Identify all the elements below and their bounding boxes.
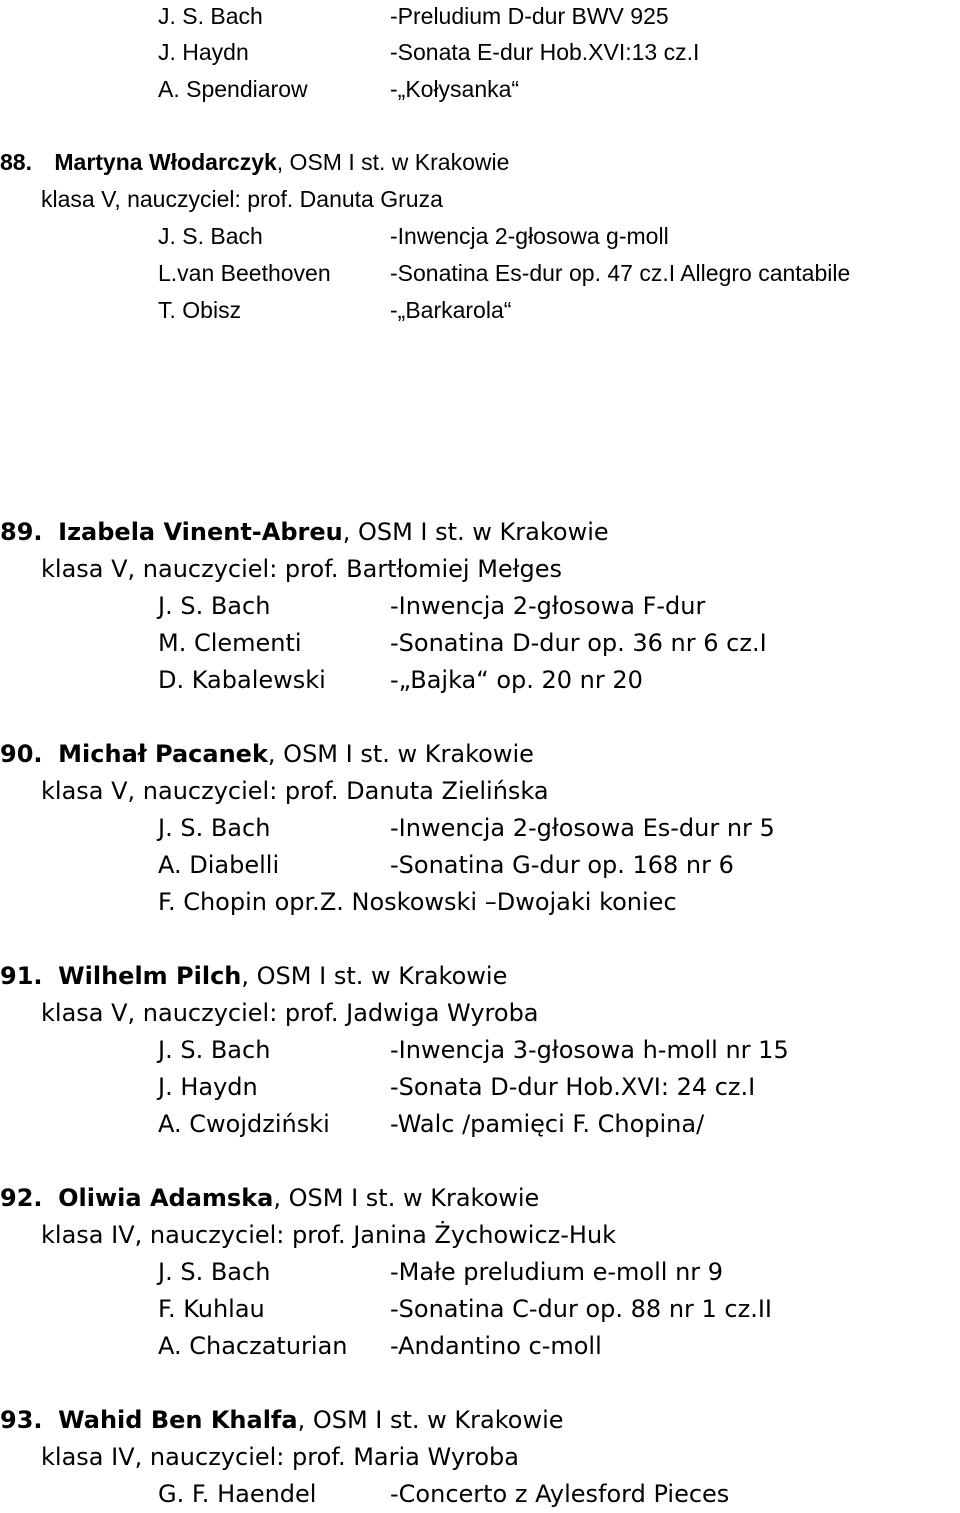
entry-number: 92.: [0, 1184, 43, 1212]
composer: L.van Beethoven: [158, 260, 331, 286]
piece-title: -Inwencja 2-głosowa F-dur: [390, 592, 706, 620]
composer: F. Chopin opr.Z. Noskowski –Dwojaki koniec: [158, 888, 677, 916]
class-line: klasa IV, nauczyciel: prof. Maria Wyroba: [41, 1443, 519, 1471]
composer: F. Kuhlau: [158, 1295, 265, 1323]
piece-title: -Małe preludium e-moll nr 9: [390, 1258, 724, 1286]
school: , OSM I st. w Krakowie: [241, 962, 508, 990]
entry-header: [0, 514, 609, 551]
student-name: Michał Pacanek: [58, 740, 268, 768]
student-name: Izabela Vinent-Abreu: [58, 518, 343, 546]
entry-header: [0, 1180, 539, 1217]
piece-title: -Preludium D-dur BWV 925: [390, 3, 669, 29]
composer: J. S. Bach: [158, 592, 271, 620]
class-line: klasa V, nauczyciel: prof. Danuta Zielińska: [41, 777, 549, 805]
school: , OSM I st. w Krakowie: [267, 740, 534, 768]
composer: J. Haydn: [158, 39, 249, 65]
school: , OSM I st. w Krakowie: [273, 1184, 540, 1212]
composer: A. Chaczaturian: [158, 1332, 348, 1360]
composer: T. Obisz: [158, 297, 242, 323]
piece-title: -Sonatina D-dur op. 36 nr 6 cz.I: [390, 629, 767, 657]
composer: J. S. Bach: [158, 1258, 271, 1286]
composer: J. S. Bach: [158, 3, 263, 29]
entry-number: 90.: [0, 740, 43, 768]
entry-header: [0, 1402, 564, 1439]
class-line: klasa V, nauczyciel: prof. Jadwiga Wyroba: [41, 999, 539, 1027]
composer: J. S. Bach: [158, 223, 263, 249]
composer: J. S. Bach: [158, 814, 271, 842]
class-line: klasa IV, nauczyciel: prof. Janina Żychowicz-Huk: [41, 1221, 617, 1249]
composer: A. Spendiarow: [158, 76, 308, 102]
piece-title: -Concerto z Aylesford Pieces: [390, 1480, 730, 1508]
piece-title: -„Bajka“ op. 20 nr 20: [390, 666, 643, 694]
student-name: Martyna Włodarczyk: [54, 149, 277, 175]
entry-header: [0, 958, 507, 995]
composer: A. Cwojdziński: [158, 1110, 330, 1138]
entry-number: 89.: [0, 518, 43, 546]
student-name: Wilhelm Pilch: [58, 962, 242, 990]
student-name: Wahid Ben Khalfa: [58, 1406, 298, 1434]
piece-title: -„Kołysanka“: [390, 76, 520, 102]
school: , OSM I st. w Krakowie: [297, 1406, 564, 1434]
composer: A. Diabelli: [158, 851, 280, 879]
composer: M. Clementi: [158, 629, 302, 657]
composer: J. Haydn: [158, 1073, 258, 1101]
school: , OSM I st. w Krakowie: [342, 518, 609, 546]
entry-header: [0, 144, 509, 181]
piece-title: -Andantino c-moll: [390, 1332, 602, 1360]
entry-number: 91.: [0, 962, 43, 990]
piece-title: -Sonatina C-dur op. 88 nr 1 cz.II: [390, 1295, 773, 1323]
entry-header: [0, 736, 534, 773]
school: , OSM I st. w Krakowie: [276, 149, 510, 175]
entry-number: 88.: [0, 149, 32, 175]
composer: J. S. Bach: [158, 1036, 271, 1064]
piece-title: -„Barkarola“: [390, 297, 512, 323]
piece-title: -Walc /pamięci F. Chopina/: [390, 1110, 705, 1138]
piece-title: -Sonatina Es-dur op. 47 cz.I Allegro cantabile: [390, 260, 851, 286]
composer: G. F. Haendel: [158, 1480, 317, 1508]
piece-title: -Sonatina G-dur op. 168 nr 6: [390, 851, 734, 879]
class-line: klasa V, nauczyciel: prof. Bartłomiej Mełges: [41, 555, 563, 583]
piece-title: -Sonata D-dur Hob.XVI: 24 cz.I: [390, 1073, 756, 1101]
piece-title: -Sonata E-dur Hob.XVI:13 cz.I: [390, 39, 700, 65]
piece-title: -Inwencja 2-głosowa g-moll: [390, 223, 669, 249]
student-name: Oliwia Adamska: [58, 1184, 274, 1212]
composer: D. Kabalewski: [158, 666, 326, 694]
piece-title: -Inwencja 3-głosowa h-moll nr 15: [390, 1036, 789, 1064]
entry-number: 93.: [0, 1406, 43, 1434]
class-line: klasa V, nauczyciel: prof. Danuta Gruza: [41, 186, 443, 212]
piece-title: -Inwencja 2-głosowa Es-dur nr 5: [390, 814, 775, 842]
